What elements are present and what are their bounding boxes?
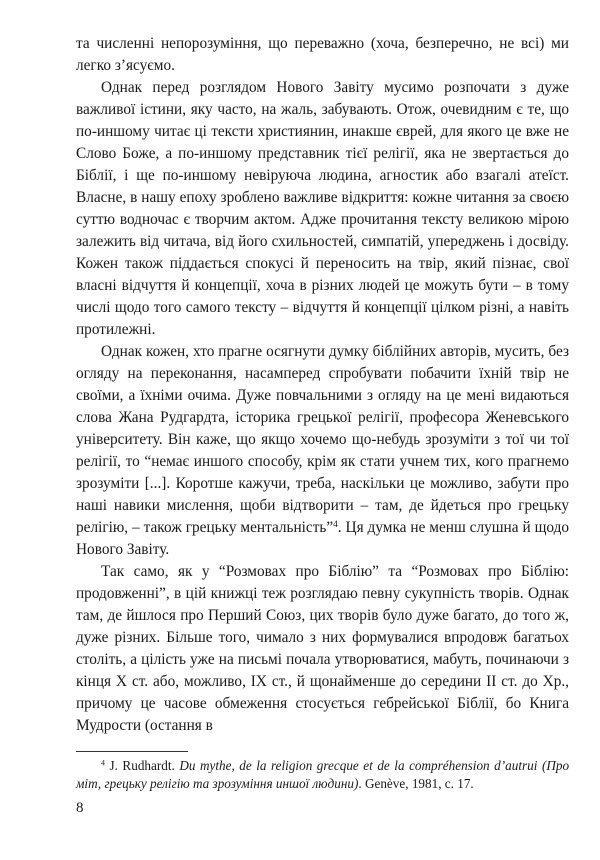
- paragraph-rudhardt-quote: [76, 341, 569, 561]
- page-number: 8: [76, 800, 84, 816]
- paragraph-continuation: та численні непорозуміння, що переважно (хоча, безперечно, не всі) ми легко з’ясуємо.: [76, 35, 569, 74]
- paragraph-conversations: Так само, як у “Розмовах про Біблію” та “Розмовах про Біблію: продовженні”, в цій книжці теж розглядаю певну сукупність творів. Однак там, де йшлося про Перший Союз, цих творів було дуже багато, до того ж, дуже різних. Більше того, чимало з них формувалися впродовж багатьох століть, а цілість уже на письмі почала утворюватися, мабуть, починаючи з кінця X ст. або, можливо, IX ст., й щонайменше до середини II ст. до Хр., причому це часове обмеження стосується гебрейської Біблії, бо Книга Мудрости (остання в: [76, 563, 569, 734]
- footnote-author: J. Rudhardt.: [109, 758, 175, 773]
- footnote: [76, 757, 569, 793]
- quote-followup: . Ця думка не менш слушна й щодо Нового Завіту.: [76, 519, 570, 558]
- footnote-reference[interactable]: 4: [333, 518, 338, 529]
- footnote-title-ukrainian: (Про міт, грецьку релігію та зрозуміння иншої людини): [76, 758, 570, 791]
- footnote-divider: [76, 751, 188, 752]
- page-body: [76, 33, 569, 737]
- footnote-publication: . Genève, 1981, c. 17.: [358, 776, 474, 791]
- footnote-number: 4: [101, 758, 105, 768]
- quote-text: Однак кожен, хто прагне осягнути думку біблійних авторів, мусить, без огляду на переконання, насамперед спробувати побачити їхній твір не своїми, а їхніми очима. Дуже повчальними з огляду на це мені видаються слова Жана Рудгардта, історика грецької релігії, професора Женевського університету. Він каже, що якщо хочемо що-небудь зрозуміти з тої чи тої релігії, то “немає иншого способу, крім як стати учнем тих, кого прагнемо зрозуміти [...]. Коротше кажучи, треба, наскільки це можливо, забути про наші навики мислення, щоби відтворити – там, де йдеться про грецьку релігію, – також грецьку ментальність”: [76, 343, 569, 536]
- paragraph-reading-perspective: Однак перед розглядом Нового Завіту мусимо розпочати з дуже важливої істини, яку часто, на жаль, забувають. Отож, очевидним є те, що по-иншому читає ці тексти християнин, инакше єврей, для якого це вже не Слово Боже, а по-иншому представник тієї релігії, яка не звертається до Біблії, і ще по-иншому невіруюча людина, агностик або взагалі атеїст. Власне, в нашу епоху зроблено важливе відкриття: кожне читання за своєю суттю водночас є творчим актом. Адже прочитання тексту великою мірою залежить від читача, від його схильностей, симпатій, упереджень і досвіду. Кожен також піддається спокусі й переносить на твір, який пізнає, свої власні відчуття й концепції, хоча в різних людей це можуть бути – в тому числі щодо того самого тексту – відчуття й концепції цілком різні, а навіть протилежні.: [76, 79, 569, 338]
- footnote-title-french: Du mythe, de la religion grecque et de la compréhension d’autrui: [179, 758, 538, 773]
